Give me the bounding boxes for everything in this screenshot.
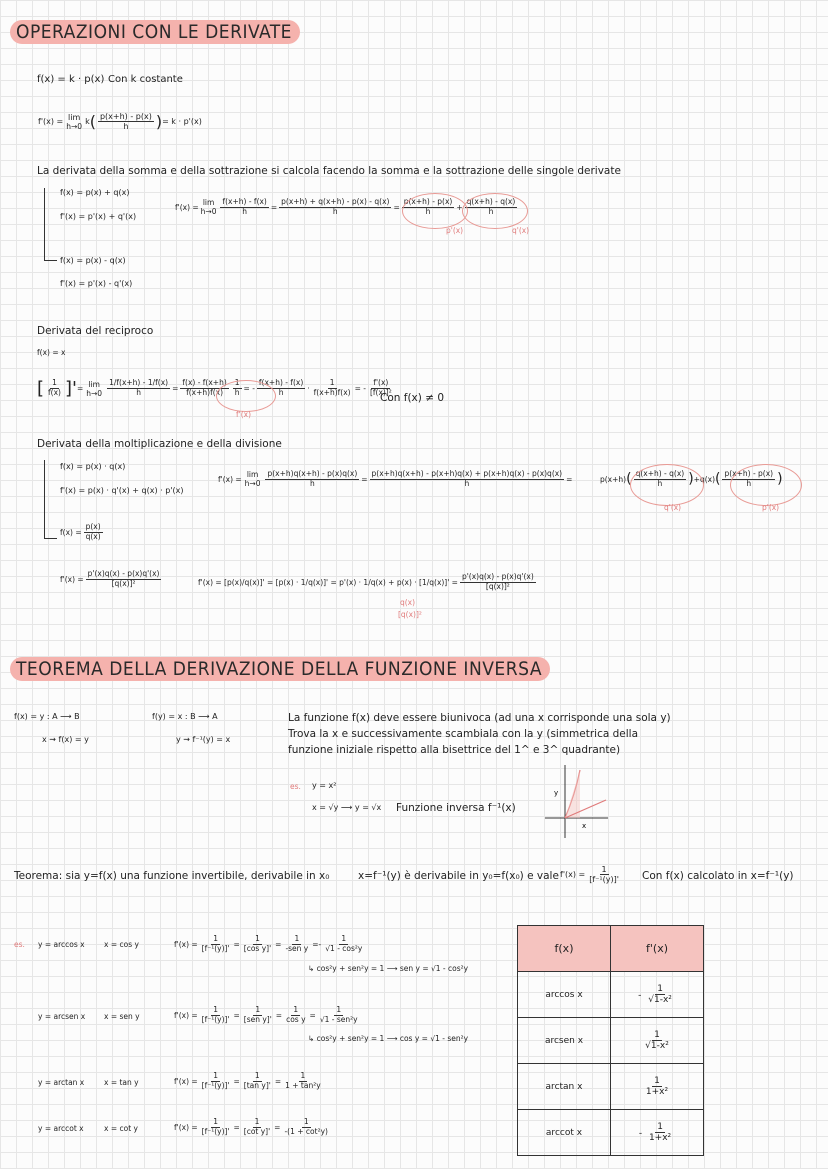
lhs: f'(x) = [174,939,198,949]
ex3-x: x = tan y [104,1078,139,1087]
qd-frac [86,570,162,588]
inverse-desc-1: La funzione f(x) deve essere biunivoca (ad una x corrisponde una sola y) [288,712,671,724]
d: h [278,388,284,397]
n: f(x) - f(x+h) [182,378,227,388]
d: -sen y [285,943,309,953]
note-p-prime: p'(x) [762,503,780,512]
n: 1 [234,378,240,388]
ex1-x: x = cos y [104,940,139,949]
d: 1 + tan²y [285,1080,321,1090]
d: [sen y]' [243,1014,272,1024]
n: 1 [293,1005,299,1014]
d: h [234,388,240,397]
chain-frac [460,573,536,591]
fx: f(x) [155,378,169,388]
map-f-inv-b: y ⇝ f⁻¹(y) = x [176,735,231,744]
theorem-formula [560,865,623,884]
d: [f⁻¹(y)]' [589,875,619,885]
sign: - [638,990,642,1000]
d: h [332,206,338,216]
section-title-inverse: TEOREMA DELLA DERIVAZIONE DELLA FUNZIONE INVERSA [10,657,550,681]
n: p'(x)q(x) - p(x)q'(x) [87,569,160,578]
deriv-lhs: f'(x) = [38,117,64,127]
d: [tan y]' [243,1080,271,1090]
n: 1 [255,1005,261,1014]
chain: f'(x) = [p(x)/q(x)]' = [p(x) · 1/q(x)]' = p'(x) · 1/q(x) + p(x) · [1/q(x)]' = [198,577,458,587]
note-qx2: [q(x)]² [398,610,422,619]
derivatives-table [517,925,704,1156]
lhs: f'(x) = [560,870,586,880]
lhs: f'(x) = [174,1122,198,1132]
sum-derivative: f'(x) = p'(x) + q'(x) [60,212,137,221]
theorem-frac [587,865,621,884]
n: q(x+h) - q(x) [466,197,516,206]
d: √1-x² [648,995,672,1005]
d: [f(x)]² [369,388,392,397]
f3 [283,1072,323,1090]
note-q-prime: q'(x) [512,226,530,235]
n: f(x+h) - f(x) [222,197,267,206]
d: [cot y]' [243,1126,271,1136]
d: f(x+h)f(x) [313,388,351,397]
n: 1 [341,934,347,943]
theorem-part-b: x=f⁻¹(y) è derivabile in y₀=f(x₀) e vale [358,870,559,882]
axis-y-label: y [554,789,559,797]
inverse-desc-3: funzione iniziale rispetto alla bisettrice del 1^ e 3^ quadrante) [288,744,621,756]
lim-sub: h→0 [200,207,217,217]
plus: + [456,202,463,212]
prod-frac-2 [370,470,565,488]
d: h [425,206,431,216]
n: f(x+h) - f(x) [258,378,304,388]
n: 1 [213,1117,218,1126]
recip-frac-4 [312,379,353,397]
table-header-row [518,926,704,972]
ex3-y: y = arctan x [38,1078,85,1087]
table-cell: arccot x [518,1110,611,1156]
example-eq: y = x² [312,781,337,790]
lhs: f'(x) = [60,574,84,584]
product-derivative: f'(x) = p(x) · q'(x) + q(x) · p'(x) [60,486,184,495]
lim-sub: h→0 [244,479,261,489]
limit [66,113,82,131]
inverse-graph [540,760,610,840]
constant-frac [98,112,154,131]
table-cell [611,972,704,1018]
f4 [323,935,364,953]
d: [q(x)]² [485,581,510,591]
sum-bracket [44,188,57,261]
f1 [200,1006,232,1024]
n: 1 [657,983,663,994]
inverse-desc-2: Trova la x e successivamente scambiala con la y (simmetrica della [288,728,639,740]
n: 1/f(x+h) - 1/f(x) [109,378,169,388]
map-f-inv: f(y) = x : B ⟶ A [152,712,218,721]
d: f(x) [48,388,61,397]
d: [f⁻¹(y)]' [201,1014,230,1024]
d: h [242,206,248,216]
lim-prod [245,470,261,488]
example-inverse: x = √y ⟶ y = √x [312,803,382,812]
cell-frac [644,1076,670,1098]
table-row [518,1018,704,1064]
n: q(x+h) - q(x) [635,469,685,478]
d: 1+x² [645,1087,669,1097]
f2 [242,1006,274,1024]
one: 1 [147,378,153,388]
ex4-x: x = cot y [104,1124,138,1133]
d: [q(x)]² [111,578,136,588]
ex1-formula: f'(x) = $\frac{1}{\text{[f⁻¹(y)]'}}$ = $\frac{1}{\text{[cos y]'}}$ = $\frac{1}{\text{-sen y}}$ = - $\frac{1}{\text{√1 - cos²y}}$ [174,934,363,953]
f3 [283,935,310,953]
n: 1 [303,1117,309,1126]
f3 [282,1118,329,1136]
map-f-b: x ⇝ f(x) = y [42,735,89,744]
table-cell [611,1064,704,1110]
highlight-circle [730,464,802,506]
note-q-prime: q'(x) [664,503,682,512]
d: h [657,478,663,488]
lim-recip [86,380,102,398]
highlight-circle [630,464,704,506]
lim-text: lim [68,112,81,122]
n: p(x+h) - p(x) [724,469,774,478]
recip-lhs [46,379,63,397]
reciprocal-proof: [ $\frac{1}{f(x)}$ ]' = lim h→0 $\frac{1/f(x+h) - 1/f(x)}{h}$ = $\frac{f(x) - f(x+h)}{f(x+h)f(x)}$ $\frac{1}{h}$ = - $\frac{f(x+h) - f(x)}{h}$ · $\frac{1}{f(x+h)f(x)}$ = - $\frac{f'(x)}{\text{[f(x)]²}}$ [37,378,392,399]
shaded-area [565,770,580,818]
f2 [242,935,273,953]
table-cell: arcsen x [518,1018,611,1064]
reciprocal-fx: f(x) = x [37,348,66,357]
d: f(x+h)f(x) [186,388,224,397]
frac-num: p(x+h) - p(x) [99,112,152,121]
t3a: p(x+h) [600,474,627,484]
note-p-prime: p'(x) [446,226,464,235]
f3 [284,1006,307,1024]
cell-frac [647,1122,673,1144]
n: 1 [254,1071,260,1080]
f2 [242,1118,272,1136]
constant-result: = k · p'(x) [162,117,202,127]
n: 1 [213,934,218,943]
constant-function: f(x) = k · p(x) [37,74,105,85]
n: 1 [294,934,300,943]
table-header: f(x) [518,926,611,972]
d: h [464,478,470,488]
n: p(x+h) - p(x) [403,197,453,206]
table-cell [611,1110,704,1156]
d: √1-x² [645,1041,669,1051]
d: cos y [286,1014,306,1024]
ex2-y: y = arcsen x [38,1012,86,1021]
axis-x-label: x [582,822,587,830]
n: p(x+h)q(x+h) - p(x+h)q(x) + p(x+h)q(x) - p(x)q(x) [371,469,563,478]
d: [f⁻¹(y)]' [201,1126,230,1136]
table-row [518,972,704,1018]
mid: f(x+h) [116,378,141,388]
sum-proof: f'(x) = lim h→0 $\frac{f(x+h) - f(x)}{h}$ = $\frac{p(x+h) + q(x+h) - p(x) - q(x)}{h}$ = $\frac{p(x+h) - p(x)}{h}$ + $\frac{q(x+h) - q(x)}{h}$ [175,197,516,217]
prod-frac-1 [265,470,359,488]
n: 1 [213,1005,218,1014]
ex4-y: y = arccot x [38,1124,84,1133]
lim-sub: h→0 [66,121,83,131]
reciprocal-heading: Derivata del reciproco [37,325,154,337]
ex1-note: ↳ cos²y + sen²y = 1 ⟶ sen y = √1 - cos²y [308,964,469,973]
n: 1 [654,1075,660,1086]
n: 1 [254,1117,260,1126]
lhs: f'(x) = [174,1010,198,1020]
d: q(x) [85,531,101,541]
d: [cos y]' [243,943,272,953]
d: √1 - sen²y [319,1014,358,1024]
table-row [518,1064,704,1110]
reciprocal-condition: Con f(x) ≠ 0 [380,392,445,404]
d: h [136,388,141,397]
n: 1 [329,378,335,388]
sum-lhs: f'(x) = [175,202,199,212]
ex3-formula: f'(x) = $\frac{1}{\text{[f⁻¹(y)]'}}$ = $\frac{1}{\text{[tan y]'}}$ = $\frac{1}{\text{1 + tan²y}}$ [174,1071,321,1090]
lhs: f(x) = [60,527,82,537]
theorem-part-a: Teorema: sia y=f(x) una funzione invertibile, derivabile in x₀ [14,870,330,882]
f1 [200,1072,232,1090]
note-qx: q(x) [400,598,416,607]
lim-text: lim [246,470,259,480]
table-cell: arctan x [518,1064,611,1110]
n: p(x+h) + q(x+h) - p(x) - q(x) [281,197,390,206]
one: 1 [109,378,114,388]
n: 1 [52,378,57,388]
section-title-operations: OPERAZIONI CON LE DERIVATE [10,20,300,44]
n: 1 [601,865,607,874]
highlight-circle [402,193,468,229]
d: [f⁻¹(y)]' [201,943,230,953]
n: p'(x)q(x) - p(x)q'(x) [461,572,534,581]
quotient-chain [198,573,538,591]
n: 1 [657,1121,663,1132]
cell-frac [646,984,674,1006]
d: h [746,478,752,488]
n: 1 [255,934,260,943]
n: p(x) [85,522,101,531]
diff-derivative: f'(x) = p'(x) - q'(x) [60,279,133,288]
quotient-function [60,523,105,541]
constant-note: Con k costante [108,74,183,85]
lhs: f'(x) = [218,474,242,484]
lhs: f'(x) = [174,1076,198,1086]
ex1-y: y = arccos x [38,940,85,949]
example-note: Funzione inversa f⁻¹(x) [396,802,516,814]
d: h [488,206,494,216]
sum-heading: La derivata della somma e della sottrazione si calcola facendo la somma e la sottrazione delle singole derivate [37,165,621,177]
sum-frac-1 [220,198,268,216]
d: -(1 + cot²y) [284,1126,328,1136]
table-cell [611,1018,704,1064]
lim-sub: h→0 [86,388,103,398]
theorem-part-c: Con f(x) calcolato in x=f⁻¹(y) [642,870,794,882]
es-label: es. [290,782,301,791]
product-heading: Derivata della moltiplicazione e della divisione [37,438,282,450]
k-const: k [85,117,90,127]
highlight-circle [216,380,276,412]
ex2-note: ↳ cos²y + sen²y = 1 ⟶ cos y = √1 - sen²y [308,1034,469,1043]
d: h [309,478,315,488]
f4 [318,1006,360,1024]
table-header: f'(x) [611,926,704,972]
constant-derivative: f'(x) = lim h→0 k ( $\frac{p(x+h) - p(x)}{h}$ ) = k · p'(x) [38,112,202,132]
ex2-formula: f'(x) = $\frac{1}{\text{[f⁻¹(y)]'}}$ = $\frac{1}{\text{[sen y]'}}$ = $\frac{1}{\text{cos y}}$ = $\frac{1}{\text{√1 - sen²y}}$ [174,1005,358,1024]
sign: - [318,939,322,949]
lim-sum [201,198,217,216]
d: 1+x² [648,1133,672,1143]
lim-text: lim [88,379,100,389]
t3b: q(x) [699,474,716,484]
table-cell: arccos x [518,972,611,1018]
map-f: f(x) = y : A ⟶ B [14,712,80,721]
d: √1 - cos²y [325,943,363,953]
table-row [518,1110,704,1156]
d: [f⁻¹(y)]' [201,1080,230,1090]
product-proof: f'(x) = lim h→0 $\frac{p(x+h)q(x+h) - p(x)q(x)}{h}$ = $\frac{p(x+h)q(x+h) - p(x+h)q(x) + p(x+h)q(x) - p(x)q(x)}{h}$ = [218,469,573,489]
examples-es-label: es. [14,940,25,949]
frac-den: h [123,122,129,132]
n: 1 [300,1071,306,1080]
ex2-x: x = sen y [104,1012,140,1021]
n: 1 [213,1071,218,1080]
sign: - [638,1128,643,1138]
diff-function: f(x) = p(x) - q(x) [60,256,126,265]
note-f-prime: f'(x) [236,410,251,419]
quotient-derivative [60,570,163,588]
lim-text: lim [202,198,215,208]
n: 1 [654,1029,660,1040]
product-result: p(x+h) ( $\frac{q(x+h) - q(x)}{h}$ ) + q(x) ( $\frac{p(x+h) - p(x)}{h}$ ) [600,469,783,488]
product-bracket [44,460,57,539]
n: 1 [336,1005,342,1014]
n: p(x+h)q(x+h) - p(x)q(x) [267,469,358,478]
q-frac [84,523,103,541]
f2 [242,1072,273,1090]
cell-frac [643,1030,671,1052]
sum-function: f(x) = p(x) + q(x) [60,188,130,197]
recip-frac-1 [107,379,170,397]
highlight-circle [462,193,528,229]
sum-frac-2 [279,198,391,216]
f1 [200,1118,232,1136]
product-function: f(x) = p(x) · q(x) [60,462,126,471]
n: f'(x) [373,378,389,388]
f1 [200,935,232,953]
ex4-formula: f'(x) = $\frac{1}{\text{[f⁻¹(y)]'}}$ = $\frac{1}{\text{[cot y]'}}$ = $\frac{1}{\text{-(1 + cot²y)}}$ [174,1117,328,1136]
